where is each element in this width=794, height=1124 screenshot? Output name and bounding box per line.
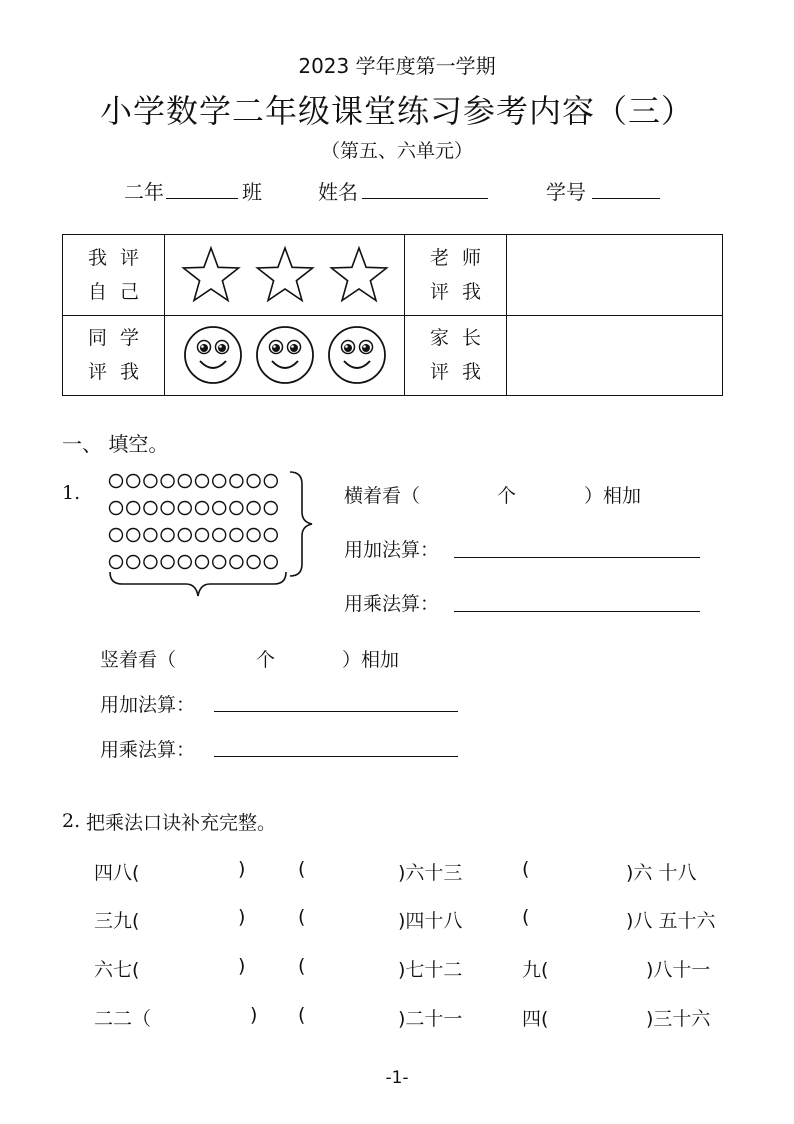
array-circle xyxy=(247,556,260,569)
array-circle xyxy=(230,556,243,569)
array-circle xyxy=(213,475,226,488)
vertical-suffix: ）相加 xyxy=(342,649,400,671)
array-circle xyxy=(110,502,123,515)
q2-cell-r4-c3[interactable]: ( xyxy=(298,1004,306,1026)
class-blank[interactable] xyxy=(166,198,238,199)
class-prefix: 二年 xyxy=(124,180,164,204)
circle-array xyxy=(104,468,320,604)
array-circle xyxy=(178,556,191,569)
q2-cell-r1-c2[interactable]: ) xyxy=(238,858,246,880)
q2-cell-r4-c5[interactable]: 四( xyxy=(522,1008,549,1030)
array-circle xyxy=(178,529,191,542)
teacher-eval-label: 老 师 评 我 xyxy=(405,235,507,316)
add-blank-2[interactable] xyxy=(214,711,458,712)
array-circle xyxy=(264,502,277,515)
q2-cell-r2-c1: 三九( xyxy=(94,910,140,932)
array-circle xyxy=(230,475,243,488)
array-circle xyxy=(144,529,157,542)
array-circle xyxy=(144,475,157,488)
horizontal-suffix: ）相加 xyxy=(584,485,642,507)
array-circle xyxy=(247,475,260,488)
bottom-brace xyxy=(110,572,286,596)
array-circle xyxy=(110,529,123,542)
array-circle xyxy=(196,475,209,488)
q2-cell-r1-c1: 四八( xyxy=(94,862,140,884)
q2-cell-r3-c4: )七十二 xyxy=(398,959,463,981)
array-circle xyxy=(264,529,277,542)
q2-cell-r2-c4: )四十八 xyxy=(398,910,463,932)
q1-number: 1. xyxy=(62,482,81,504)
array-circle xyxy=(196,556,209,569)
smiley-icon[interactable] xyxy=(327,325,387,385)
q2-cell-r2-c5[interactable]: ( xyxy=(522,906,530,928)
q2-number: 2. xyxy=(62,810,81,832)
q2-cell-r1-c4: )六十三 xyxy=(398,862,463,884)
q2-cell-r3-c3[interactable]: ( xyxy=(298,955,306,977)
array-circle xyxy=(178,475,191,488)
array-circle xyxy=(127,475,140,488)
array-circle xyxy=(144,556,157,569)
q2-cell-r3-c5[interactable]: 九( xyxy=(522,959,549,981)
star-icon[interactable] xyxy=(180,244,242,306)
array-circle xyxy=(110,556,123,569)
array-circle xyxy=(213,529,226,542)
star-icon[interactable] xyxy=(328,244,390,306)
array-circle xyxy=(264,475,277,488)
array-circle xyxy=(247,502,260,515)
q2-cell-r1-c6: )六 十八 xyxy=(626,862,697,884)
q2-prompt: 把乘法口诀补充完整。 xyxy=(86,812,277,834)
array-circle xyxy=(161,556,174,569)
right-brace xyxy=(290,472,312,576)
array-circle xyxy=(230,529,243,542)
section-heading: 一、 填空。 xyxy=(62,432,169,456)
array-circle xyxy=(213,502,226,515)
q2-cell-r4-c2[interactable]: ) xyxy=(250,1004,258,1026)
mul-blank-2[interactable] xyxy=(214,756,458,757)
parent-eval-box[interactable] xyxy=(507,315,723,396)
add-blank[interactable] xyxy=(454,557,700,558)
mul-label: 用乘法算： xyxy=(344,593,440,615)
array-circle xyxy=(213,556,226,569)
q2-cell-r1-c3[interactable]: ( xyxy=(298,858,306,880)
page-title: 小学数学二年级课堂练习参考内容（三） xyxy=(99,92,694,130)
smiley-icon[interactable] xyxy=(255,325,315,385)
array-circle xyxy=(144,502,157,515)
q2-cell-r4-c4: )二十一 xyxy=(398,1008,463,1030)
vertical-mid: 个 xyxy=(256,649,276,671)
page-subtitle: （第五、六单元） xyxy=(320,140,473,162)
star-rating[interactable] xyxy=(165,235,405,316)
page-number: -1- xyxy=(385,1068,409,1088)
array-circle xyxy=(264,556,277,569)
q2-cell-r3-c1: 六七( xyxy=(94,959,140,981)
array-circle xyxy=(161,529,174,542)
smiley-rating[interactable] xyxy=(165,315,405,396)
array-circle xyxy=(110,475,123,488)
name-label: 姓名 xyxy=(318,180,358,204)
array-circle xyxy=(230,502,243,515)
add-label-2: 用加法算： xyxy=(100,694,196,716)
array-circle xyxy=(196,502,209,515)
star-icon[interactable] xyxy=(254,244,316,306)
vertical-prefix: 竖着看（ xyxy=(100,649,177,671)
teacher-eval-box[interactable] xyxy=(507,235,723,316)
horizontal-mid: 个 xyxy=(497,485,517,507)
array-circle xyxy=(161,475,174,488)
self-eval-label: 我 评 自 己 xyxy=(63,235,165,316)
array-circle xyxy=(196,529,209,542)
id-label: 学号 xyxy=(546,180,586,204)
year-line: 2023 学年度第一学期 xyxy=(298,54,496,78)
q2-cell-r3-c6: )八十一 xyxy=(646,959,711,981)
add-label: 用加法算： xyxy=(344,539,440,561)
q2-cell-r1-c5[interactable]: ( xyxy=(522,858,530,880)
array-circle xyxy=(127,556,140,569)
classmate-eval-label: 同 学 评 我 xyxy=(63,315,165,396)
array-circle xyxy=(178,502,191,515)
parent-eval-label: 家 长 评 我 xyxy=(405,315,507,396)
q2-cell-r2-c6: )八 五十六 xyxy=(626,910,716,932)
q2-cell-r2-c3[interactable]: ( xyxy=(298,906,306,928)
q2-cell-r4-c6: )三十六 xyxy=(646,1008,711,1030)
mul-blank[interactable] xyxy=(454,611,700,612)
array-circle xyxy=(161,502,174,515)
array-circle xyxy=(127,529,140,542)
class-suffix: 班 xyxy=(242,180,262,204)
horizontal-prefix: 横着看（ xyxy=(344,485,421,507)
id-blank[interactable] xyxy=(592,198,660,199)
array-circle xyxy=(247,529,260,542)
array-circle xyxy=(127,502,140,515)
smiley-icon[interactable] xyxy=(183,325,243,385)
q2-cell-r4-c1: 二二（ xyxy=(94,1008,152,1030)
name-blank[interactable] xyxy=(362,198,488,199)
q2-cell-r3-c2[interactable]: ) xyxy=(238,955,246,977)
q2-cell-r2-c2[interactable]: ) xyxy=(238,906,246,928)
mul-label-2: 用乘法算： xyxy=(100,739,196,761)
evaluation-table xyxy=(62,234,723,396)
